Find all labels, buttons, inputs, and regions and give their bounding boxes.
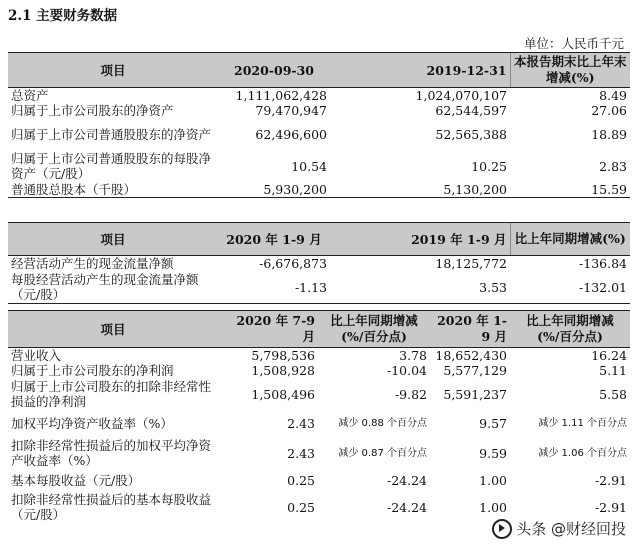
- column-header: 比上年同期增减(%/百分点): [318, 311, 430, 348]
- cell-value: 5,130,200: [330, 182, 510, 198]
- table-row: [8, 118, 630, 150]
- table-row: [8, 103, 630, 118]
- cell-value: -6,676,873: [259, 256, 327, 271]
- cell-value: 3.53: [330, 271, 510, 304]
- cell-value: 1.00: [479, 472, 507, 488]
- cell-value: -2.91: [594, 499, 627, 515]
- table-row: [8, 256, 630, 272]
- row-label: 经营活动产生的现金流量净额: [11, 256, 174, 271]
- cell-value: 10.54: [291, 158, 327, 174]
- table-header-row: [8, 311, 630, 348]
- column-header: 2020-09-30: [218, 53, 330, 88]
- table-row: [8, 88, 630, 104]
- watermark-text: 头条 @财经回投: [516, 520, 626, 538]
- cell-value: 15.59: [510, 182, 630, 198]
- table-row: [8, 378, 630, 410]
- column-header: 项目: [8, 311, 218, 348]
- cell-value: 2.83: [599, 158, 627, 174]
- row-label: 普通股总股本（千股）: [8, 182, 218, 198]
- cell-value: 52,565,388: [435, 126, 507, 142]
- column-header: 项目: [8, 223, 218, 256]
- table-row: [8, 271, 630, 304]
- cell-value: 1,024,070,107: [415, 88, 507, 103]
- cell-value: 5,930,200: [218, 182, 330, 198]
- cell-value: 减少 0.87 个百分点: [338, 447, 427, 459]
- cell-value: 2.43: [287, 445, 315, 461]
- cell-value: 79,470,947: [255, 103, 327, 118]
- table-row: [8, 470, 630, 490]
- table-row: [8, 348, 630, 364]
- income-table: [8, 310, 630, 524]
- cell-value: -2.91: [594, 472, 627, 488]
- row-label: 归属于上市公司股东的扣除非经常性损益的净利润: [11, 379, 212, 409]
- row-label: 总资产: [11, 88, 49, 103]
- cell-value: 0.25: [287, 472, 315, 488]
- cell-value: 减少 0.88 个百分点: [338, 417, 427, 429]
- cell-value: 16.24: [591, 348, 627, 363]
- cell-value: 1,508,496: [251, 386, 315, 402]
- cell-value: -24.24: [386, 499, 427, 515]
- cell-value: 减少 1.11 个百分点: [538, 417, 627, 429]
- cell-value: 0.25: [287, 499, 315, 515]
- cell-value: -9.82: [394, 386, 427, 402]
- column-header: 2020 年 1-9 月: [218, 223, 330, 256]
- cell-value: -1.13: [218, 271, 330, 304]
- column-header: 2020 年 1-9 月: [430, 311, 510, 348]
- column-header: 比上年同期增减(%): [510, 223, 630, 256]
- row-label: 归属于上市公司普通股股东的净资产: [11, 126, 212, 142]
- table-row: [8, 182, 630, 198]
- cell-value: 5,798,536: [251, 348, 315, 363]
- table-header-row: [8, 53, 630, 88]
- cashflow-table: [8, 222, 630, 304]
- cell-value: 1,111,062,428: [235, 88, 327, 103]
- section-title: 2.1 主要财务数据: [8, 8, 118, 24]
- column-header: 2019-12-31: [330, 53, 510, 88]
- row-label: 基本每股收益（元/股）: [11, 472, 141, 488]
- row-label: 扣除非经常性损益后的基本每股收益（元/股）: [11, 492, 212, 522]
- watermark: [492, 518, 626, 539]
- cell-value: 18.89: [591, 126, 627, 142]
- cell-value: 18,125,772: [435, 256, 507, 271]
- row-label: 每股经营活动产生的现金流量净额（元/股）: [8, 271, 218, 304]
- cell-value: 8.49: [599, 88, 627, 103]
- column-header: 2019 年 1-9 月: [330, 223, 510, 256]
- table-row: [8, 410, 630, 436]
- cell-value: 3.78: [399, 348, 427, 363]
- row-label: 加权平均净资产收益率（%）: [11, 415, 173, 431]
- column-header: 2020 年 7-9 月: [218, 311, 318, 348]
- cell-value: -132.01: [510, 271, 630, 304]
- table-row: [8, 363, 630, 378]
- cell-value: 62,544,597: [435, 103, 507, 118]
- unit-label: 单位：人民币千元: [523, 36, 624, 51]
- play-icon: [492, 519, 512, 539]
- column-header: 本报告期末比上年末增减(%): [510, 53, 630, 88]
- cell-value: -10.04: [386, 363, 427, 378]
- cell-value: 10.25: [471, 158, 507, 174]
- table-row: [8, 150, 630, 182]
- row-label: 归属于上市公司股东的净利润: [11, 363, 174, 378]
- cell-value: 62,496,600: [255, 126, 327, 142]
- row-label: 归属于上市公司普通股股东的每股净资产（元/股）: [11, 151, 212, 181]
- table-header-row: [8, 223, 630, 256]
- cell-value: 2.43: [287, 415, 315, 431]
- cell-value: 5.58: [599, 386, 627, 402]
- row-label: 扣除非经常性损益后的加权平均净资产收益率（%）: [11, 438, 212, 468]
- balance-table: [8, 52, 630, 198]
- cell-value: 9.57: [479, 415, 507, 431]
- cell-value: 9.59: [479, 445, 507, 461]
- cell-value: 18,652,430: [435, 348, 507, 363]
- cell-value: -136.84: [579, 256, 627, 271]
- cell-value: 减少 1.06 个百分点: [538, 447, 627, 459]
- column-header: 项目: [8, 53, 218, 88]
- row-label: 营业收入: [11, 348, 62, 363]
- cell-value: -24.24: [386, 472, 427, 488]
- cell-value: 1.00: [479, 499, 507, 515]
- cell-value: 5.11: [599, 363, 627, 378]
- column-header: 比上年同期增减 (%/百分点): [510, 311, 630, 348]
- cell-value: 27.06: [591, 103, 627, 118]
- row-label: 归属于上市公司股东的净资产: [11, 103, 174, 118]
- cell-value: 5,591,237: [443, 386, 507, 402]
- table-row: [8, 436, 630, 470]
- cell-value: 1,508,928: [251, 363, 315, 378]
- cell-value: 5,577,129: [443, 363, 507, 378]
